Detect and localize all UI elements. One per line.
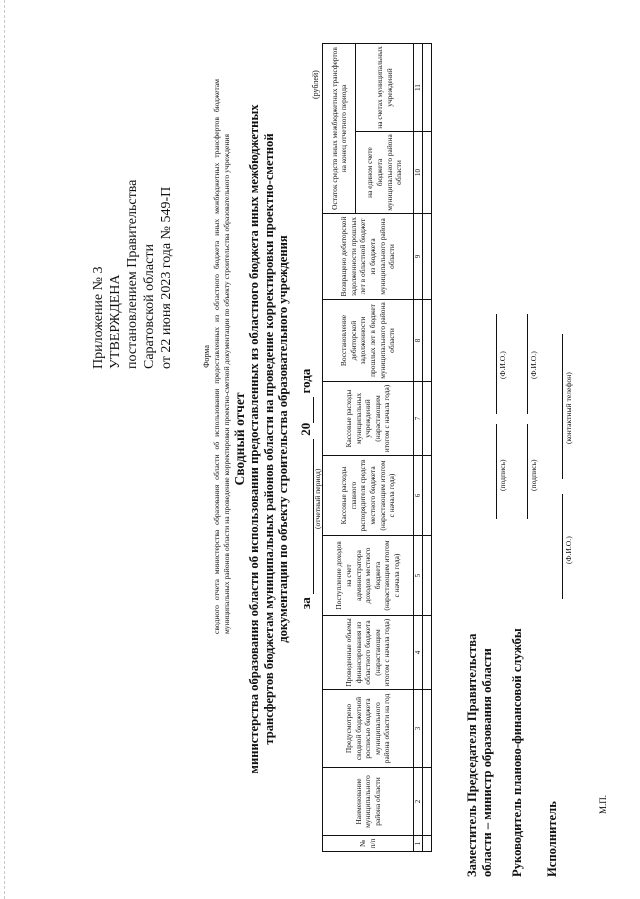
report-title: [233, 39, 291, 839]
approved-label: УТВЕРЖДЕНА: [108, 274, 123, 369]
header-cell: Кассовые расходы муниципальных учреждений (нарастающим итогом с начала года): [323, 382, 414, 456]
currency-note: (рублей): [311, 70, 320, 99]
decree-label: постановлением Правительства: [125, 179, 140, 369]
table-cell[interactable]: [423, 536, 432, 616]
year-blank[interactable]: [301, 397, 314, 423]
table-cell[interactable]: [423, 300, 432, 382]
executor-phone-caption: (контактный телефон): [564, 372, 573, 444]
header-cell: Поступление доходов на счет администратора доходов местного бюджета (нарастающим итогом с начала года): [323, 536, 414, 616]
table-cell[interactable]: [423, 690, 432, 768]
head-name-caption: (Ф.И.О.): [529, 351, 538, 379]
executor-name-line[interactable]: [561, 494, 563, 599]
column-number: 1: [414, 836, 423, 852]
header-cell: Возвращено дебиторской задолженности прошлых лет в областной бюджет из бюджета муниципального района области: [323, 214, 414, 300]
column-number-row: [414, 44, 423, 852]
column-number: 4: [414, 616, 423, 690]
report-title-line3: документации по объекту строительства образовательного учреждения: [276, 235, 291, 643]
head-sign-caption: (подпись): [529, 459, 538, 491]
executor-name-caption: (Ф.И.О.): [564, 536, 573, 564]
table-cell[interactable]: [423, 836, 432, 852]
report-table: [322, 43, 432, 852]
table-cell[interactable]: [423, 44, 432, 132]
period-line: [298, 369, 314, 609]
header-cell: Восстановление дебиторской задолженности прошлых лет в бюджет муниципального района области: [323, 300, 414, 382]
deputy-title-line1: Заместитель Председателя Правительства: [465, 633, 479, 877]
table-cell[interactable]: [423, 456, 432, 536]
table-cell[interactable]: [423, 132, 432, 214]
column-number: 2: [414, 768, 423, 836]
header-cell: Кассовые расходы главного распорядителя средств местного бюджета (нарастающим итогом с начала года): [323, 456, 414, 536]
header-cell: № п/п: [323, 836, 414, 852]
form-description: [202, 79, 232, 634]
column-number: 3: [414, 690, 423, 768]
header-cell: Наименование муниципального района области: [323, 768, 414, 836]
report-title-main: Сводный отчет: [232, 392, 247, 486]
deputy-name-line[interactable]: [495, 314, 497, 414]
header-cell: Предусмотрено сводной бюджетной росписью бюджета муниципального района области на год: [323, 690, 414, 768]
column-number: 6: [414, 456, 423, 536]
period-caption: (отчетный период): [313, 468, 322, 529]
period-year-prefix: 20: [298, 422, 313, 436]
approval-block: [90, 180, 175, 369]
column-number: 10: [414, 132, 423, 214]
decree-date: от 22 июня 2023 года № 549-П: [159, 186, 174, 369]
form-label: Форма: [202, 345, 211, 368]
report-title-line1: министерства образования области об использовании предоставленных из областного бюджета иных межбюджетных: [247, 104, 262, 774]
column-number: 8: [414, 300, 423, 382]
header-cell: на едином счете бюджета муниципального района области: [356, 132, 414, 214]
report-title-line2: трансфертов бюджетам муниципальных районов области на проведение корректировки проектно-сметной: [261, 133, 276, 745]
region-label: Саратовской области: [142, 244, 157, 369]
head-name-line[interactable]: [526, 314, 528, 414]
deputy-title-line2: области – министр образования области: [480, 648, 494, 877]
column-number: 11: [414, 44, 423, 132]
appendix-label: Приложение № 3: [91, 266, 106, 369]
executor-phone-line[interactable]: [561, 334, 563, 479]
signature-block: [465, 357, 495, 877]
header-cell: Проведенные объемы финансирования из областного бюджета (нарастающим итогом с начала года): [323, 616, 414, 690]
deputy-signature-line[interactable]: [495, 424, 497, 519]
table-cell[interactable]: [423, 768, 432, 836]
table-header-row: [323, 44, 356, 852]
column-number: 5: [414, 536, 423, 616]
deputy-sign-caption: (подпись): [498, 459, 507, 491]
column-number: 7: [414, 382, 423, 456]
head-finance-title: Руководитель планово-финансовой службы: [510, 628, 524, 877]
table-cell[interactable]: [423, 382, 432, 456]
period-prefix: за: [298, 597, 313, 609]
header-cell: на счетах муниципальных учреждений: [356, 44, 414, 132]
form-text: сводного отчета министерства образования области об использовании предоставленных из областного бюджета иных межбюджетных трансфертов бюджетам муниципальных районов области на проведение корректировки проектно-сметной документации по объекту строительства образовательного учреждения: [212, 79, 231, 634]
table-cell[interactable]: [423, 616, 432, 690]
table-row: [423, 44, 432, 852]
deputy-name-caption: (Ф.И.О.): [498, 351, 507, 379]
stamp-label: М.П.: [598, 794, 608, 814]
period-suffix: года: [298, 368, 313, 394]
head-signature-line[interactable]: [526, 424, 528, 519]
table-cell[interactable]: [423, 214, 432, 300]
header-group-cell: Остаток средств иных межбюджетных трансфертов на конец отчетного периода: [323, 44, 356, 214]
executor-title: Исполнитель: [545, 801, 559, 877]
column-number: 9: [414, 214, 423, 300]
